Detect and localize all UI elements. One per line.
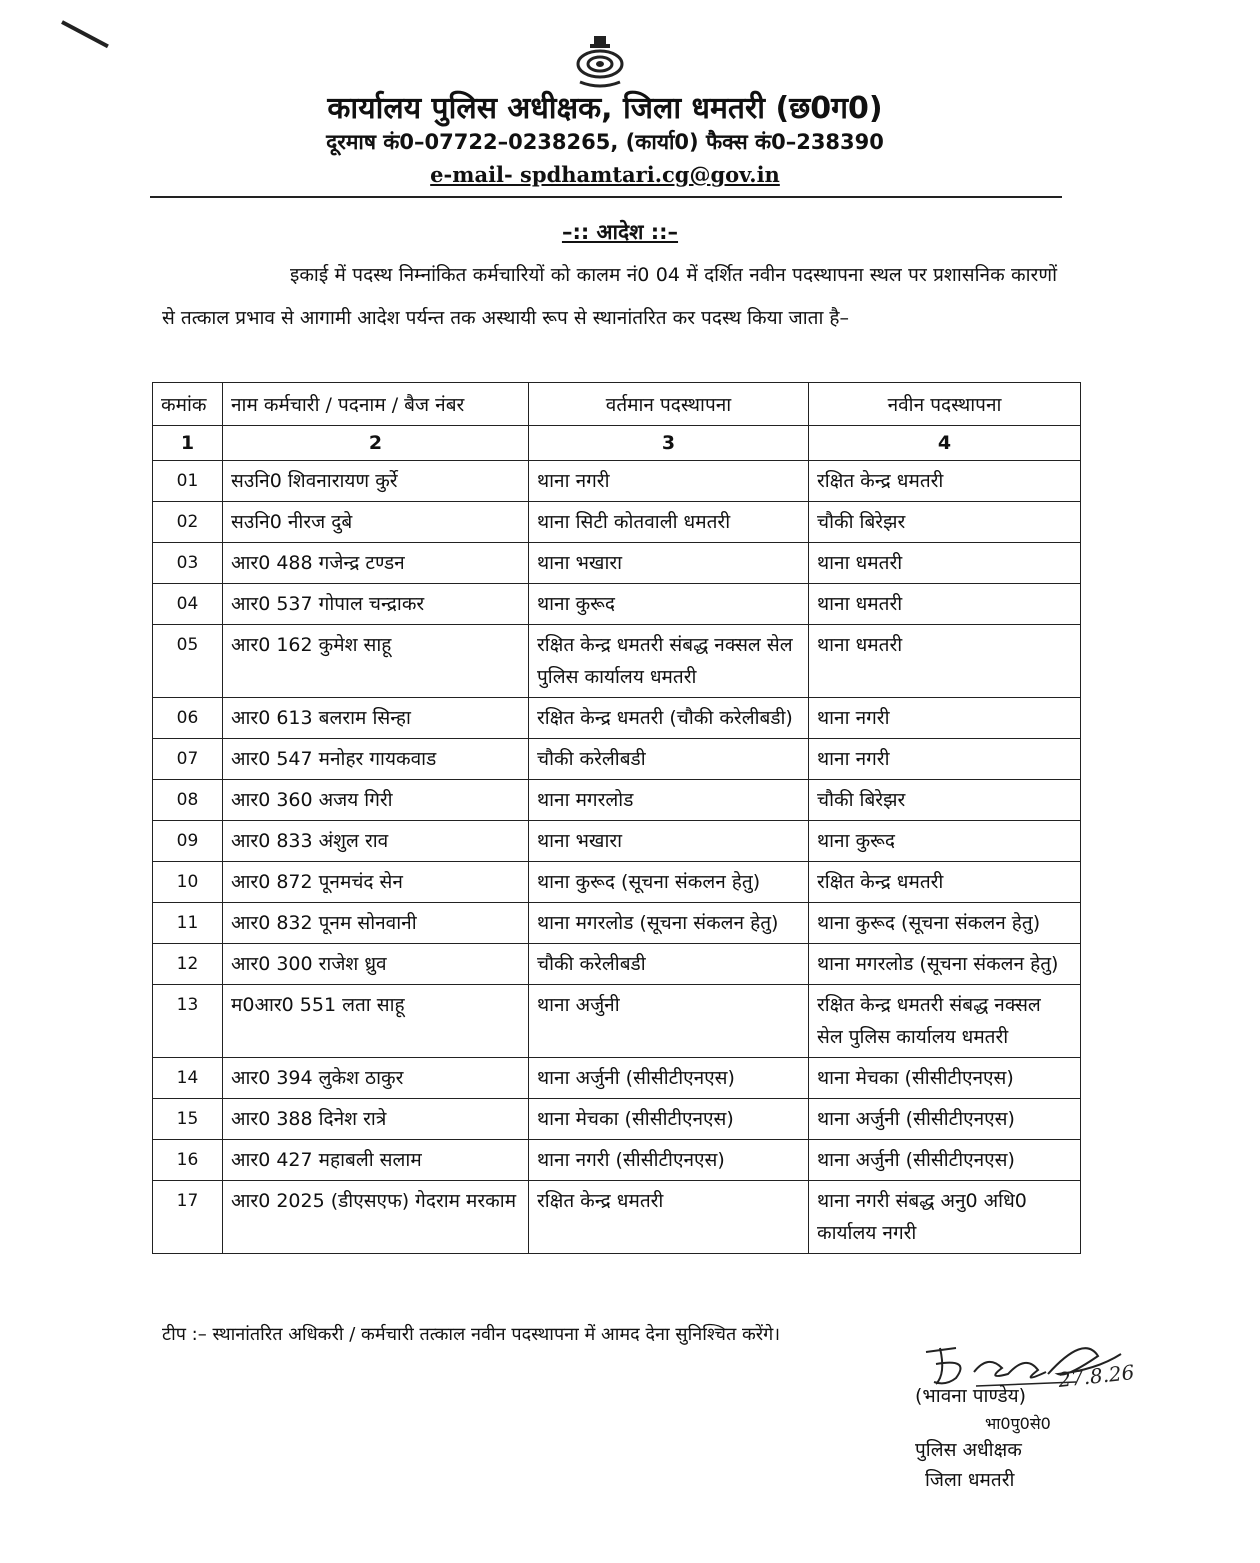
serial-cell: 07 [153,739,223,780]
column-number: 3 [529,426,809,461]
signatory-service: भा0पु0से0 [985,1414,1051,1433]
employee-cell: आर0 537 गोपाल चन्द्राकर [223,584,529,625]
serial-cell: 02 [153,502,223,543]
new-posting-cell: रक्षित केन्द्र धमतरी संबद्ध नक्सल सेल पुलिस कार्यालय धमतरी [809,985,1081,1058]
employee-cell: आर0 613 बलराम सिन्हा [223,698,529,739]
office-title: कार्यालय पुलिस अधीक्षक, जिला धमतरी (छ0ग0) [327,91,883,126]
table-row [153,903,1081,944]
order-title: –:: आदेश ::– [561,220,679,244]
table-row [153,739,1081,780]
serial-cell: 11 [153,903,223,944]
new-posting-cell: थाना कुरूद (सूचना संकलन हेतु) [809,903,1081,944]
serial-cell: 15 [153,1099,223,1140]
table-header-row [153,383,1081,426]
employee-cell: आर0 388 दिनेश रात्रे [223,1099,529,1140]
serial-cell: 16 [153,1140,223,1181]
new-posting-cell: रक्षित केन्द्र धमतरी [809,862,1081,903]
table-row [153,502,1081,543]
current-posting-cell: रक्षित केन्द्र धमतरी संबद्ध नक्सल सेल पुलिस कार्यालय धमतरी [529,625,809,698]
employee-cell: आर0 2025 (डीएसएफ) गेदराम मरकाम [223,1181,529,1254]
table-row [153,1099,1081,1140]
employee-cell: आर0 300 राजेश ध्रुव [223,944,529,985]
new-posting-cell: चौकी बिरेझर [809,502,1081,543]
table-row [153,780,1081,821]
signature-date: 27.8.26 [1056,1360,1136,1392]
signatory-name: (भावना पाण्डेय) [915,1385,1027,1407]
scan-mark [61,20,109,48]
employee-cell: आर0 488 गजेन्द्र टण्डन [223,543,529,584]
header-serial: कमांक [153,383,223,426]
police-emblem-icon [572,34,628,90]
table-row [153,985,1081,1058]
table-row [153,584,1081,625]
current-posting-cell: थाना मगरलोड (सूचना संकलन हेतु) [529,903,809,944]
current-posting-cell: थाना मेचका (सीसीटीएनएस) [529,1099,809,1140]
table-row [153,862,1081,903]
header-employee: नाम कर्मचारी / पदनाम / बैज नंबर [223,383,529,426]
current-posting-cell: थाना कुरूद [529,584,809,625]
header-current-posting: वर्तमान पदस्थापना [529,383,809,426]
header-divider [150,196,1062,198]
serial-cell: 08 [153,780,223,821]
current-posting-cell: चौकी करेलीबडी [529,944,809,985]
serial-cell: 05 [153,625,223,698]
employee-cell: सउनि0 शिवनारायण कुर्रे [223,461,529,502]
table-row [153,1181,1081,1254]
new-posting-cell: थाना नगरी [809,698,1081,739]
new-posting-cell: चौकी बिरेझर [809,780,1081,821]
column-number-row [153,426,1081,461]
current-posting-cell: रक्षित केन्द्र धमतरी [529,1181,809,1254]
instruction-note: टीप :– स्थानांतरित अधिकरी / कर्मचारी तत्काल नवीन पदस्थापना में आमद देना सुनिश्चित करेंगे। [162,1324,781,1345]
new-posting-cell: थाना धमतरी [809,543,1081,584]
current-posting-cell: थाना नगरी (सीसीटीएनएस) [529,1140,809,1181]
new-posting-cell: थाना अर्जुनी (सीसीटीएनएस) [809,1099,1081,1140]
current-posting-cell: थाना कुरूद (सूचना संकलन हेतु) [529,862,809,903]
serial-cell: 09 [153,821,223,862]
current-posting-cell: थाना नगरी [529,461,809,502]
new-posting-cell: थाना नगरी संबद्ध अनु0 अधि0 कार्यालय नगरी [809,1181,1081,1254]
new-posting-cell: थाना अर्जुनी (सीसीटीएनएस) [809,1140,1081,1181]
employee-cell: आर0 162 कुमेश साहू [223,625,529,698]
table-row [153,698,1081,739]
employee-cell: आर0 547 मनोहर गायकवाड [223,739,529,780]
employee-cell: म0आर0 551 लता साहू [223,985,529,1058]
order-intro: इकाई में पदस्थ निम्नांकित कर्मचारियों को कालम नं0 04 में दर्शित नवीन पदस्थापना स्थल पर प्रशासनिक कारणों से तत्काल प्रभाव से आगामी आदेश पर्यन्त तक अस्थायी रूप से स्थानांतरित कर पदस्थ किया जाता है– [162,264,1057,329]
email-line: e-mail- spdhamtari.cg@gov.in [430,162,780,187]
contact-line: दूरमाष कं0–07722–0238265, (कार्या0) फैक्स कं0–238390 [326,130,884,154]
column-number: 1 [153,426,223,461]
table-row [153,543,1081,584]
transfer-table [152,382,1081,1254]
serial-cell: 12 [153,944,223,985]
new-posting-cell: थाना मगरलोड (सूचना संकलन हेतु) [809,944,1081,985]
current-posting-cell: थाना भखारा [529,821,809,862]
table-row [153,461,1081,502]
header-new-posting: नवीन पदस्थापना [809,383,1081,426]
current-posting-cell: चौकी करेलीबडी [529,739,809,780]
table-row [153,821,1081,862]
serial-cell: 03 [153,543,223,584]
serial-cell: 17 [153,1181,223,1254]
serial-cell: 14 [153,1058,223,1099]
serial-cell: 10 [153,862,223,903]
new-posting-cell: थाना कुरूद [809,821,1081,862]
new-posting-cell: रक्षित केन्द्र धमतरी [809,461,1081,502]
column-number: 2 [223,426,529,461]
current-posting-cell: थाना भखारा [529,543,809,584]
current-posting-cell: थाना अर्जुनी [529,985,809,1058]
table-row [153,625,1081,698]
new-posting-cell: थाना धमतरी [809,625,1081,698]
employee-cell: आर0 427 महाबली सलाम [223,1140,529,1181]
employee-cell: आर0 832 पूनम सोनवानी [223,903,529,944]
serial-cell: 13 [153,985,223,1058]
current-posting-cell: थाना मगरलोड [529,780,809,821]
table-row [153,944,1081,985]
employee-cell: आर0 833 अंशुल राव [223,821,529,862]
serial-cell: 01 [153,461,223,502]
employee-cell: आर0 872 पूनमचंद सेन [223,862,529,903]
column-number: 4 [809,426,1081,461]
serial-cell: 06 [153,698,223,739]
employee-cell: आर0 394 लुकेश ठाकुर [223,1058,529,1099]
table-row [153,1058,1081,1099]
current-posting-cell: थाना सिटी कोतवाली धमतरी [529,502,809,543]
current-posting-cell: रक्षित केन्द्र धमतरी (चौकी करेलीबडी) [529,698,809,739]
employee-cell: सउनि0 नीरज दुबे [223,502,529,543]
new-posting-cell: थाना नगरी [809,739,1081,780]
serial-cell: 04 [153,584,223,625]
table-row [153,1140,1081,1181]
employee-cell: आर0 360 अजय गिरी [223,780,529,821]
new-posting-cell: थाना मेचका (सीसीटीएनएस) [809,1058,1081,1099]
new-posting-cell: थाना धमतरी [809,584,1081,625]
signatory-designation: पुलिस अधीक्षक [915,1439,1022,1461]
signatory-district: जिला धमतरी [925,1469,1015,1491]
current-posting-cell: थाना अर्जुनी (सीसीटीएनएस) [529,1058,809,1099]
